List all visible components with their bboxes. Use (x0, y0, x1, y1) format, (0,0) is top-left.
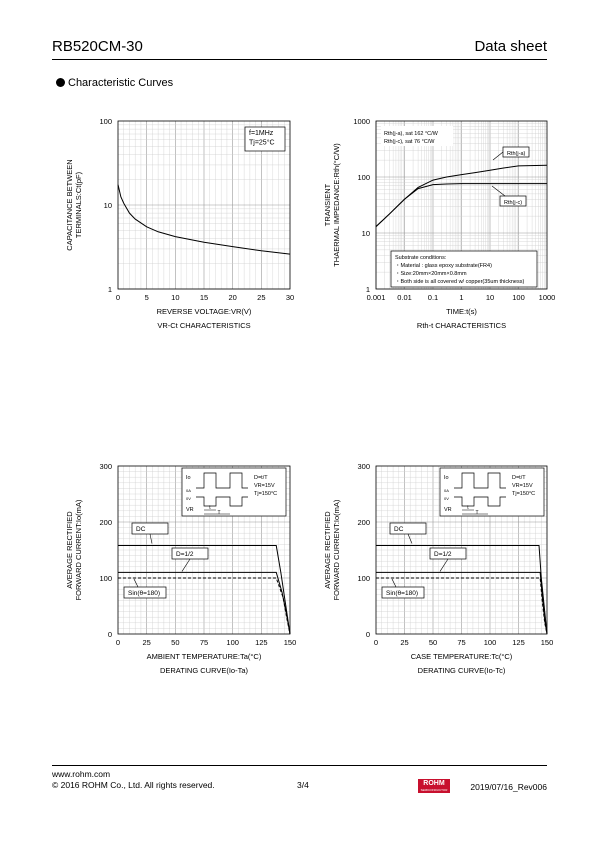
x-tick-label: 0 (115, 293, 121, 302)
rth-jc-label-text: Rth(j-c) (504, 200, 523, 206)
y-tick-label: 10 (361, 229, 370, 238)
footer-url[interactable]: www.rohm.com (52, 769, 111, 779)
inset-duty-label: D=t/T (512, 475, 526, 481)
inset-io-label: Io (444, 475, 449, 481)
inset-t-label: t (209, 505, 211, 511)
x-tick-label: 125 (255, 638, 268, 647)
x-tick-label: 25 (142, 638, 151, 647)
x-tick-label: 5 (144, 293, 149, 302)
sine-label-text: Sin(θ=180) (128, 590, 160, 597)
rth-ja-label-text: Rth(j-a) (507, 151, 526, 157)
logo-text: ROHM (423, 780, 445, 787)
y-tick-label: 10 (103, 201, 112, 210)
y-axis-label: TERMINALS:Ct(pF) (74, 171, 83, 239)
x-tick-label: 100 (226, 638, 239, 647)
x-tick-label: 75 (199, 638, 209, 647)
y-tick-label: 1 (365, 285, 370, 294)
chart-capacitance (65, 117, 294, 330)
x-tick-label: 100 (483, 638, 497, 647)
x-tick-label: 150 (540, 638, 554, 647)
x-tick-label: 0 (115, 638, 121, 647)
inset-period-label: T (475, 510, 479, 516)
y-tick-label: 1000 (353, 117, 370, 126)
y-tick-label: 300 (99, 462, 112, 471)
y-axis-label: TRANSIENT (323, 183, 332, 227)
inset-duty-label: D=t/T (254, 475, 268, 481)
half-duty-label-text: D=1/2 (176, 551, 194, 558)
y-tick-label: 1 (107, 285, 112, 294)
y-axis-label: FORWARD CURRENT:Io(mA) (74, 499, 83, 601)
chart-caption: VR-Ct CHARACTERISTICS (157, 321, 251, 330)
x-tick-label: 1 (459, 293, 464, 302)
substrate-conditions-text: ・Both side is all covered w/ copper(35um thickness) (395, 279, 525, 285)
x-axis-label: CASE TEMPERATURE:Tc(°C) (410, 652, 513, 661)
revision-date: 2019/07/16_Rev006 (470, 782, 547, 792)
inset-t-label: t (467, 505, 469, 511)
y-axis-label: CAPACITANCE BETWEEN (65, 159, 74, 251)
x-tick-label: 0.01 (397, 293, 412, 302)
chart-derating-case (323, 462, 553, 675)
inset-0v-label: 0V (186, 496, 191, 501)
inset-0v-label: 0V (444, 496, 449, 501)
y-tick-label: 0 (107, 630, 112, 639)
condition-annotation-text: Tj=25°C (249, 139, 275, 147)
x-tick-label: 0.001 (366, 293, 386, 302)
condition-annotation-text: f=1MHz (249, 130, 274, 137)
sine-label-text: Sin(θ=180) (386, 590, 418, 597)
y-axis-label: THAERMAL IMPEDANCE:Rth(°C/W) (332, 143, 341, 267)
y-axis-label: FORWARD CURRENT:Io(mA) (332, 499, 341, 601)
chart-caption: DERATING CURVE(Io-Tc) (417, 666, 506, 675)
y-axis-label: AVERAGE RECTIFIED (323, 511, 332, 589)
chart-caption: DERATING CURVE(Io-Ta) (159, 666, 249, 675)
chart-caption: Rth-t CHARACTERISTICS (416, 321, 507, 330)
rohm-logo (418, 779, 450, 793)
x-tick-label: 20 (228, 293, 237, 302)
dc-label-text: DC (394, 526, 404, 533)
x-tick-label: 100 (512, 293, 525, 302)
chart-thermal-impedance (323, 117, 555, 330)
x-tick-label: 25 (400, 638, 409, 647)
x-tick-label: 0.1 (427, 293, 439, 302)
dc-label-text: DC (136, 526, 146, 533)
footer-copyright: © 2016 ROHM Co., Ltd. All rights reserved. (52, 780, 215, 790)
y-tick-label: 100 (357, 173, 370, 182)
page-number: 3/4 (297, 780, 309, 790)
inset-vr-condition: VR=15V (512, 483, 533, 489)
y-axis-label: AVERAGE RECTIFIED (65, 511, 74, 589)
inset-period-label: T (217, 510, 221, 516)
inset-vr-condition: VR=15V (254, 483, 275, 489)
inset-vr-label: VR (186, 507, 194, 513)
rth-ja-annotation: Rth(j-a), sat 162 °C/W (384, 131, 438, 137)
logo-subtext: SEMICONDUCTOR (420, 788, 448, 792)
inset-tj-condition: Tj=150°C (512, 491, 536, 497)
x-axis-label: REVERSE VOLTAGE:VR(V) (156, 307, 252, 316)
x-tick-label: 75 (457, 638, 466, 647)
x-axis-label: AMBIENT TEMPERATURE:Ta(°C) (146, 652, 262, 661)
inset-vr-label: VR (444, 507, 452, 513)
rth-jc-annotation: Rth(j-c), sat 76 °C/W (384, 139, 435, 145)
substrate-conditions-text: Substrate conditions: (395, 255, 447, 261)
x-tick-label: 150 (283, 638, 297, 647)
x-tick-label: 0 (373, 638, 379, 647)
inset-0a-label: 0A (444, 488, 449, 493)
footer-divider (52, 765, 547, 766)
x-tick-label: 10 (485, 293, 495, 302)
inset-tj-condition: Tj=150°C (254, 491, 278, 497)
inset-io-label: Io (186, 475, 191, 481)
chart-derating-ambient (65, 462, 296, 675)
y-tick-label: 100 (357, 574, 370, 583)
x-tick-label: 50 (428, 638, 438, 647)
x-tick-label: 1000 (538, 293, 556, 302)
x-tick-label: 15 (199, 293, 209, 302)
y-tick-label: 200 (99, 518, 112, 527)
half-duty-label-text: D=1/2 (434, 551, 452, 558)
section-heading-text: Characteristic Curves (68, 77, 174, 89)
x-tick-label: 10 (171, 293, 180, 302)
substrate-conditions-text: ・Size:20mm×20mm×0.8mm (395, 271, 467, 277)
y-tick-label: 0 (365, 630, 370, 639)
substrate-conditions-text: ・Material : glass epoxy substrate(FR4) (395, 263, 492, 269)
y-tick-label: 200 (357, 518, 370, 527)
x-tick-label: 25 (257, 293, 266, 302)
inset-0a-label: 0A (186, 488, 191, 493)
y-tick-label: 100 (99, 117, 112, 126)
y-tick-label: 100 (99, 574, 112, 583)
x-tick-label: 125 (512, 638, 525, 647)
x-tick-label: 30 (285, 293, 295, 302)
y-tick-label: 300 (357, 462, 370, 471)
x-tick-label: 50 (171, 638, 180, 647)
document-title: RB520CM-30 (52, 38, 143, 55)
document-type: Data sheet (474, 38, 547, 55)
x-axis-label: TIME:t(s) (446, 307, 477, 316)
